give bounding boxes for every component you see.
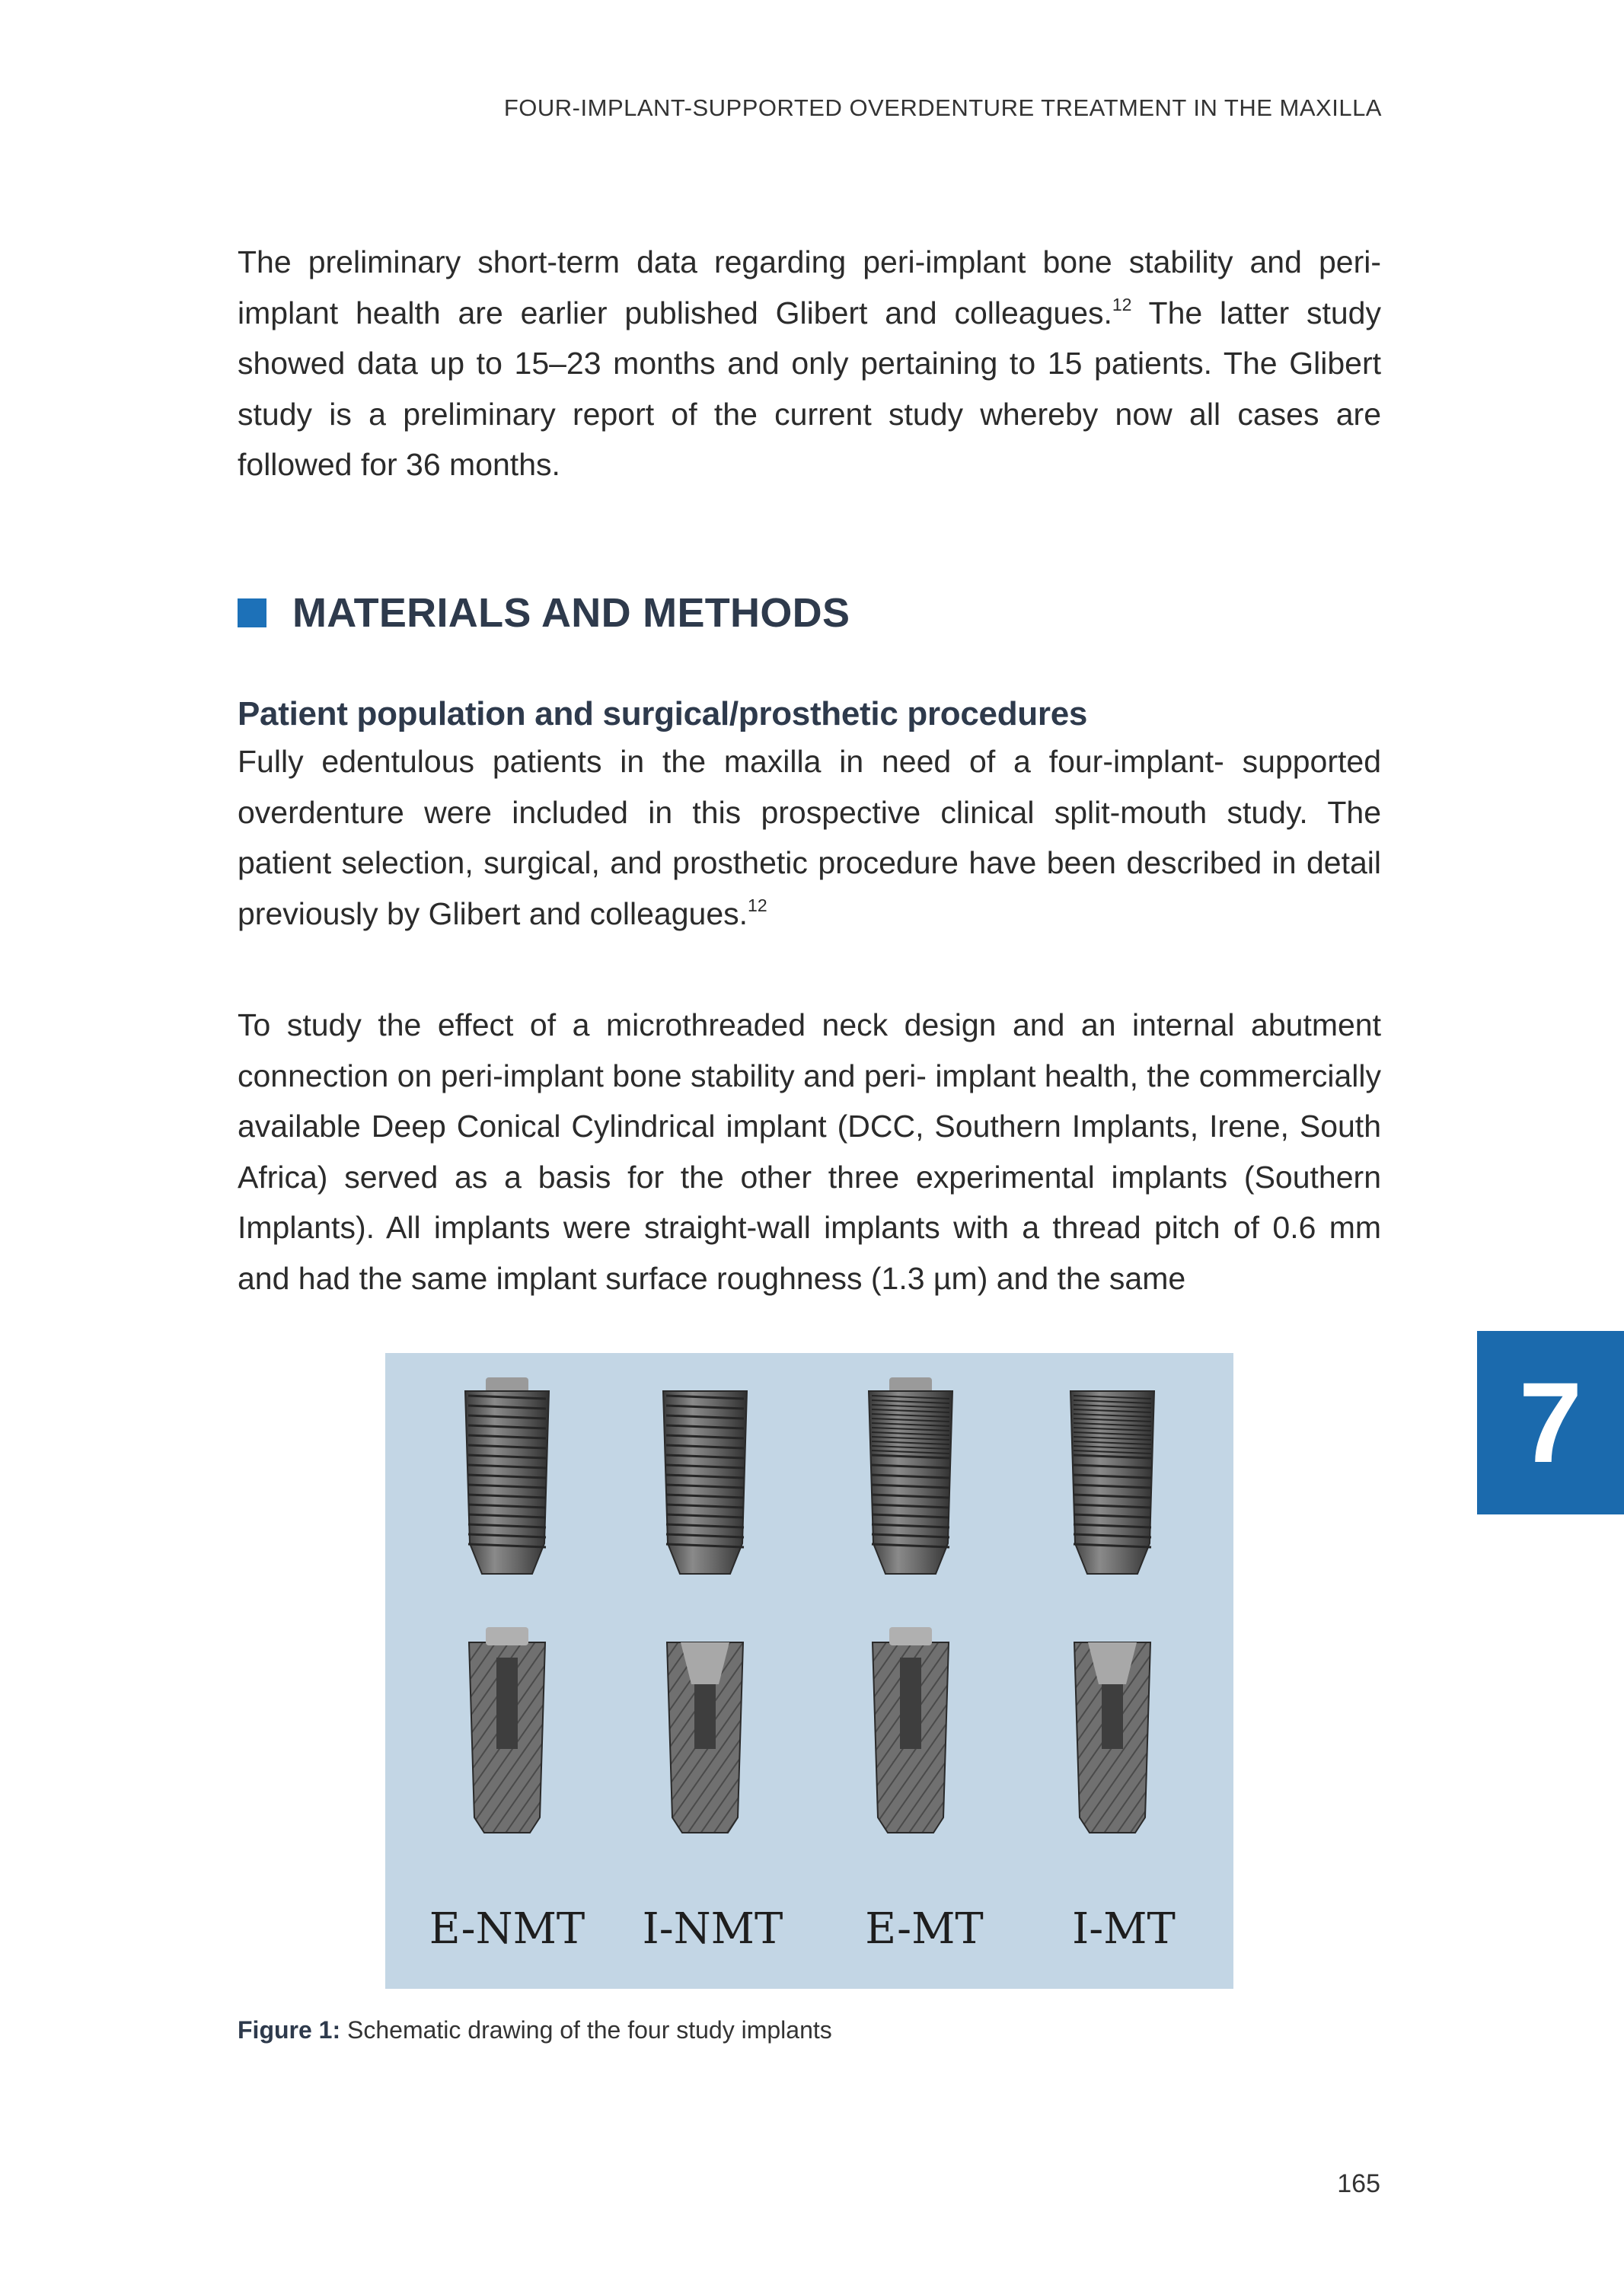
figure-label-e-mt: E-MT: [865, 1904, 984, 1954]
section-heading: [238, 586, 850, 640]
patient-population-text: Fully edentulous patients in the maxilla in need of a four-implant- supported overdenture were included in this prospective clinical split-mouth study. The patient selection, surgical, and prosthetic procedure have been described in detail previously by Glibert and colleagues.: [238, 744, 1381, 931]
figure-caption: [238, 2016, 832, 2044]
subsection-heading: Patient population and surgical/prosthetic procedures: [238, 695, 1088, 732]
section-title: MATERIALS AND METHODS: [292, 590, 850, 636]
implant-screw-channel-0: [496, 1658, 518, 1749]
section-square-icon: [238, 598, 266, 627]
intro-paragraph: [238, 237, 1381, 490]
figure-caption-text: Schematic drawing of the four study implants: [340, 2016, 832, 2044]
implant-drawings: [385, 1353, 1233, 1989]
implant-design-paragraph: To study the effect of a microthreaded neck design and an internal abutment connection on peri-implant bone stability and peri- implant health, the commercially available Deep Conical Cylindrical implant (DCC, Southern Implants, Irene, South Africa) served as a basis for the other three experimental implants (Southern Implants). All implants were straight-wall implants with a thread pitch of 0.6 mm and had the same implant surface roughness (1.3 µm) and the same: [238, 1007, 1381, 1296]
running-header: FOUR-IMPLANT-SUPPORTED OVERDENTURE TREATMENT IN THE MAXILLA: [503, 94, 1382, 121]
implant-screw-channel-2: [900, 1658, 921, 1749]
intro-text-b: The latter study showed data up to 15–23 months and only pertaining to 15 patients. The Glibert study is a preliminary report of the current study whereby now all cases are followed for 36 months.: [238, 295, 1381, 482]
patient-population-paragraph: [238, 736, 1381, 939]
figure-label-i-nmt: I-NMT: [642, 1904, 783, 1954]
chapter-tab[interactable]: 7: [1477, 1331, 1624, 1514]
page-number: 165: [1337, 2169, 1380, 2198]
figure-implants: [385, 1353, 1233, 1989]
intro-text-a: The preliminary short-term data regarding peri-implant bone stability and peri-implant health are earlier published Glibert and colleagues.: [238, 244, 1381, 330]
implant-hex-top-2: [889, 1627, 932, 1645]
figure-label-i-mt: I-MT: [1072, 1904, 1176, 1954]
reference-superscript[interactable]: 12: [1112, 294, 1132, 314]
figure-caption-label: Figure 1:: [238, 2016, 341, 2044]
figure-label-e-nmt: E-NMT: [429, 1904, 585, 1954]
implant-hex-top-0: [486, 1627, 528, 1645]
reference-superscript[interactable]: 12: [748, 895, 767, 915]
